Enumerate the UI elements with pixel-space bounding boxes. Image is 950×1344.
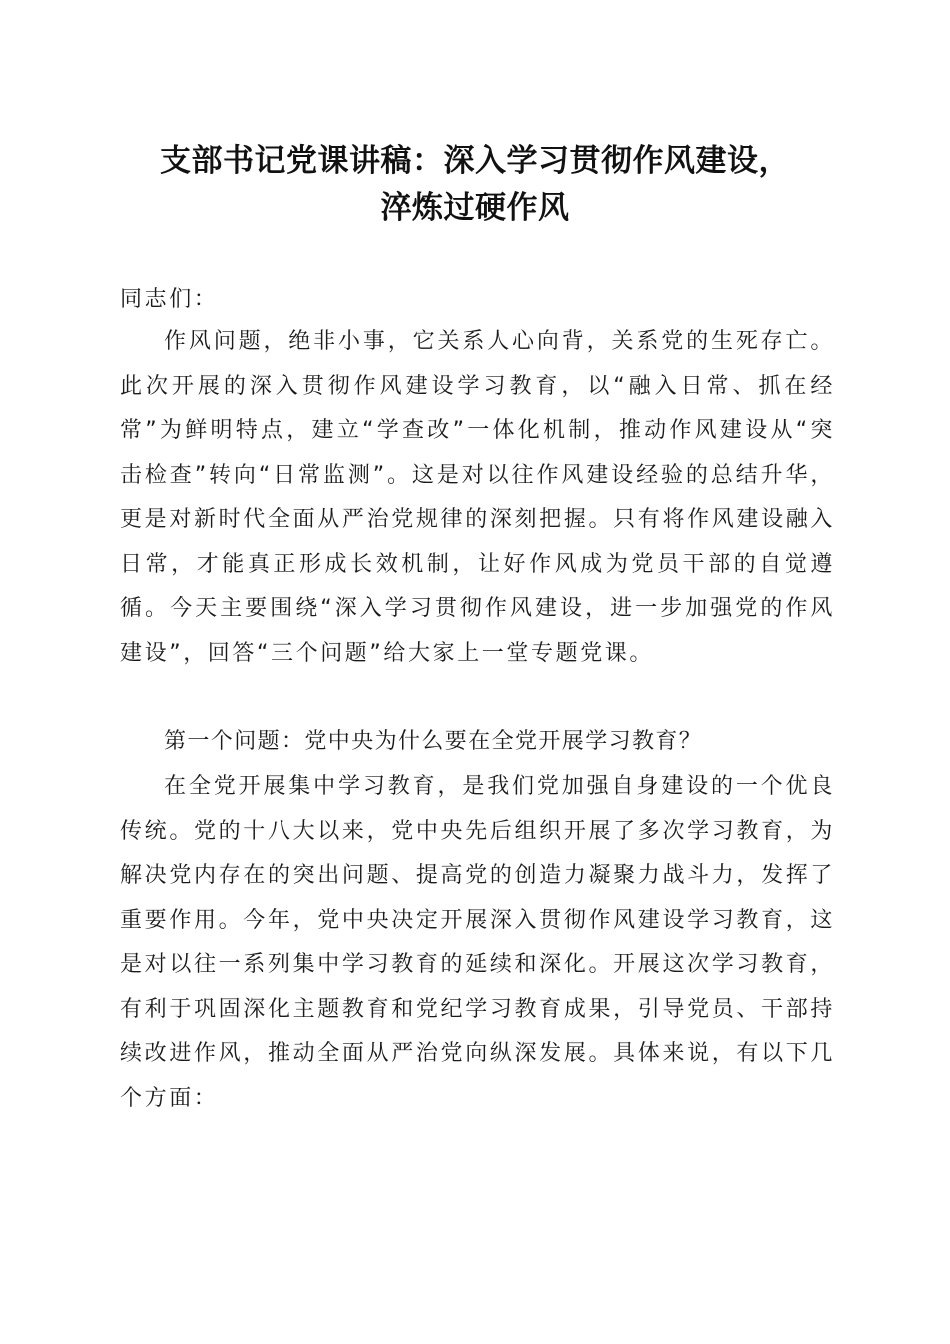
- document-title-line-1: 支部书记党课讲稿：深入学习贯彻作风建设，: [160, 143, 790, 179]
- salutation: 同志们：: [120, 287, 219, 312]
- section-heading-question-1: 第一个问题：党中央为什么要在全党开展学习教育？: [164, 729, 703, 754]
- document-title-line-2: 淬炼过硬作风: [380, 190, 570, 226]
- paragraph-question-1: 在全党开展集中学习教育，是我们党加强自身建设的一个优良传统。党的十八大以来，党中央先后组织开展了多次学习教育，为解决党内存在的突出问题、提高党的创造力凝聚力战斗力，发挥了重要作用。今年，党中央决定开展深入贯彻作风建设学习教育，这是对以往一系列集中学习教育的延续和深化。开展这次学习教育，有利于巩固深化主题教育和党纪学习教育成果，引导党员、干部持续改进作风，推动全面从严治党向纵深发展。具体来说，有以下几个方面：: [120, 774, 835, 1111]
- paragraph-intro: 作风问题，绝非小事，它关系人心向背，关系党的生死存亡。此次开展的深入贯彻作风建设学习教育，以“融入日常、抓在经常”为鲜明特点，建立“学查改”一体化机制，推动作风建设从“突击检查”转向“日常监测”。这是对以往作风建设经验的总结升华，更是对新时代全面从严治党规律的深刻把握。只有将作风建设融入日常，才能真正形成长效机制，让好作风成为党员干部的自觉遵循。今天主要围绕“深入学习贯彻作风建设，进一步加强党的作风建设”，回答“三个问题”给大家上一堂专题党课。: [120, 329, 835, 666]
